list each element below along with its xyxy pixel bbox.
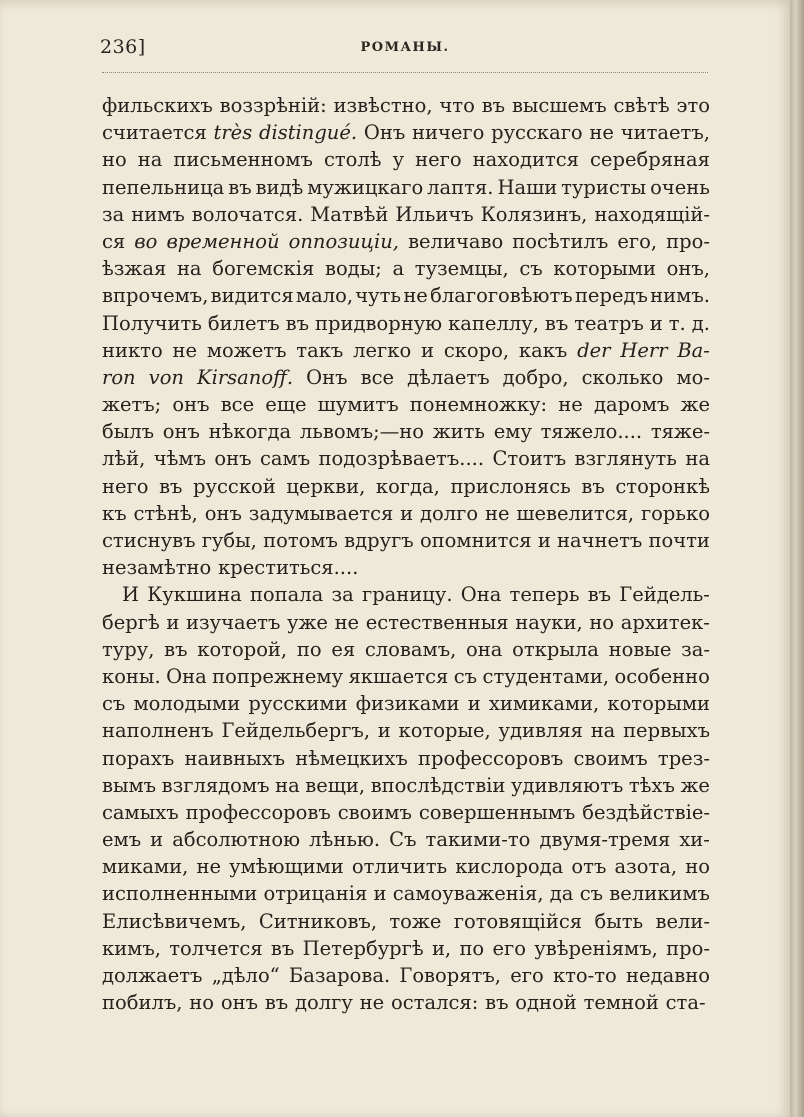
text-line: коны. Она попрежнему якшается съ студентами, особенно: [102, 664, 710, 688]
text-line: кимъ, толчется въ Петербургѣ и, по его увѣреніямъ, про-: [102, 936, 710, 960]
text-line: наполненъ Гейдельбергъ, и которые, удивляя на первыхъ: [102, 719, 710, 743]
text-line: должаетъ „дѣло“ Базарова. Говорятъ, его кто-то недавно: [102, 964, 710, 987]
text-line: миками, не умѣющими отличить кислорода отъ азота, но: [102, 855, 710, 879]
text-line: туру, въ которой, по ея словамъ, она открыла новые за-: [102, 637, 710, 661]
text-line: считается très distingué. Онъ ничего русскаго не читаетъ,: [102, 121, 710, 145]
text-line: бергѣ и изучаетъ уже не естественныя науки, но архитек-: [102, 610, 710, 634]
text-line: вымъ взглядомъ на вещи, впослѣдствіи удивляютъ тѣхъ же: [102, 773, 710, 797]
text-line: самыхъ профессоровъ своимъ совершеннымъ бездѣйствіе-: [102, 800, 710, 824]
text-line: съ молодыми русскими физиками и химиками, которыми: [102, 692, 710, 716]
text-line: Получить билетъ въ придворную капеллу, въ театръ и т. д.: [102, 311, 710, 335]
text-line: стиснувъ губы, потомъ вдругъ опомнится и начнетъ почти: [102, 529, 710, 552]
text-line: исполненными отрицанія и самоуваженія, да съ великимъ: [102, 882, 710, 906]
page-edge: [790, 0, 804, 1117]
text-line: пепельница въ видѣ мужицкаго лаптя. Наши туристы очень: [102, 175, 710, 199]
body-text: [102, 92, 710, 1016]
text-line: впрочемъ, видится мало, чуть не благоговѣютъ передъ нимъ.: [102, 284, 710, 308]
header-divider: [102, 72, 708, 73]
text-line: лѣй, чѣмъ онъ самъ подозрѣваетъ.... Стоитъ взглянуть на: [102, 447, 710, 471]
page-header: [100, 36, 710, 76]
page-number: 236]: [100, 36, 146, 58]
text-line: незамѣтно креститься....: [102, 556, 359, 580]
text-line: ѣзжая на богемскія воды; а туземцы, съ которыми онъ,: [102, 257, 710, 281]
text-line: ron von Kirsanoff. Онъ все дѣлаетъ добро, сколько мо-: [102, 365, 710, 389]
text-line: никто не можетъ такъ легко и скоро, какъ der Herr Ba-: [102, 338, 710, 362]
text-line: побилъ, но онъ въ долгу не остался: въ одной темной ста-: [102, 991, 706, 1015]
text-line: за нимъ волочатся. Матвѣй Ильичъ Колязинъ, находящій-: [102, 202, 710, 226]
text-line: Елисѣвичемъ, Ситниковъ, тоже готовящійся быть вели-: [102, 909, 710, 933]
text-line: къ стѣнѣ, онъ задумывается и долго не шевелится, горько: [102, 501, 710, 525]
running-title: РОМАНЫ.: [360, 40, 450, 55]
text-line: но на письменномъ столѣ у него находится серебряная: [102, 148, 710, 172]
text-line: былъ онъ нѣкогда львомъ;—но жить ему тяжело.... тяже-: [102, 420, 710, 444]
text-line: фильскихъ воззрѣній: извѣстно, что въ высшемъ свѣтѣ это: [102, 94, 710, 117]
text-line: порахъ наивныхъ нѣмецкихъ профессоровъ своимъ трез-: [102, 746, 710, 770]
text-line: емъ и абсолютною лѣнью. Съ такими-то двумя-тремя хи-: [102, 828, 710, 852]
text-line: него въ русской церкви, когда, прислонясь въ сторонкѣ: [102, 474, 710, 498]
text-line: И Кукшина попала за границу. Она теперь въ Гейдель-: [122, 583, 710, 607]
text-line: жетъ; онъ все еще шумитъ понемножку: не даромъ же: [102, 393, 710, 417]
text-line: ся во временной оппозиціи, величаво посѣтилъ его, про-: [102, 229, 710, 253]
